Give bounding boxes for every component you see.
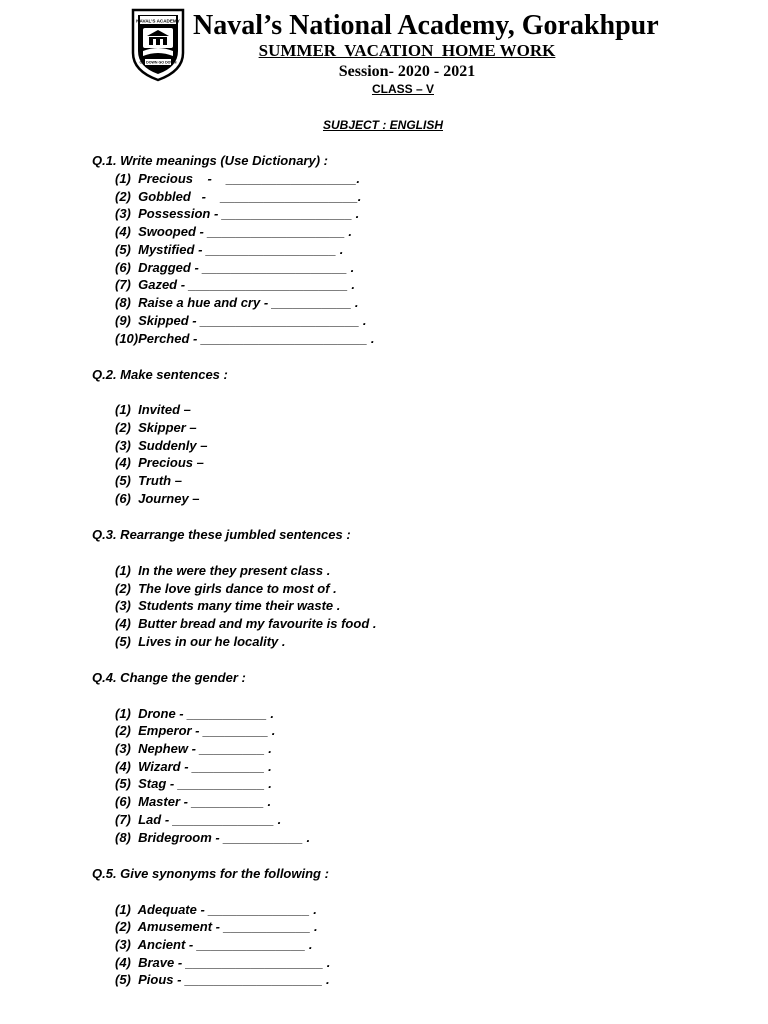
homework-title: SUMMER VACATION HOME WORK [258,41,556,60]
q1-item: (9) Skipped - ______________________ . [115,313,367,328]
q2-item: (4) Precious – [115,455,204,470]
question-4-title: Q.4. Change the gender : [92,670,246,685]
q3-item: (4) Butter bread and my favourite is food . [115,616,377,631]
q4-item: (7) Lad - ______________ . [115,812,282,827]
school-name: Naval’s National Academy, Gorakhpur [193,10,659,41]
q1-item: (3) Possession - __________________ . [115,206,360,221]
q1-item: (7) Gazed - ______________________ . [115,277,355,292]
q3-item: (2) The love girls dance to most of . [115,581,337,596]
q4-item: (2) Emperor - _________ . [115,723,276,738]
q4-item: (5) Stag - ____________ . [115,776,272,791]
q4-item: (4) Wizard - __________ . [115,759,272,774]
q4-item: (3) Nephew - _________ . [115,741,272,756]
q1-item: (4) Swooped - ___________________ . [115,224,353,239]
question-3-title: Q.3. Rearrange these jumbled sentences : [92,527,351,542]
q5-item: (3) Ancient - _______________ . [115,937,313,952]
crest-text-top: NAVAL'S ACADEMY [136,18,180,24]
question-1-title: Q.1. Write meanings (Use Dictionary) : [92,153,328,168]
q1-item: (8) Raise a hue and cry - ___________ . [115,295,359,310]
q5-item: (1) Adequate - ______________ . [115,902,317,917]
session-line: Session- 2020 - 2021 [338,63,476,80]
q5-item: (2) Amusement - ____________ . [115,919,318,934]
class-line: CLASS – V [371,82,434,96]
q2-item: (6) Journey – [115,491,200,506]
question-2-title: Q.2. Make sentences : [92,367,228,382]
q2-item: (2) Skipper – [115,420,197,435]
q2-item: (3) Suddenly – [115,438,208,453]
q3-item: (5) Lives in our he locality . [115,634,286,649]
q3-item: (3) Students many time their waste . [115,598,341,613]
q5-item: (4) Brave - ___________________ . [115,955,331,970]
question-5-title: Q.5. Give synonyms for the following : [92,866,329,881]
q1-item: (1) Precious - __________________. [115,171,361,186]
q4-item: (8) Bridegroom - ___________ . [115,830,311,845]
q4-item: (1) Drone - ___________ . [115,706,274,721]
q3-item: (1) In the were they present class . [115,563,331,578]
q2-item: (1) Invited – [115,402,191,417]
q1-item: (6) Dragged - ____________________ . [115,260,355,275]
subject-heading: SUBJECT : ENGLISH [322,118,443,132]
q1-item: (5) Mystified - __________________ . [115,242,344,257]
q4-item: (6) Master - __________ . [115,794,272,809]
q1-item: (2) Gobbled - ___________________. [115,189,362,204]
crest-text-bottom: GO DOWN GO DOWN [139,60,177,65]
q1-item: (10)Perched - _______________________ . [115,331,375,346]
q2-item: (5) Truth – [115,473,182,488]
q5-item: (5) Pious - ___________________ . [115,972,330,987]
